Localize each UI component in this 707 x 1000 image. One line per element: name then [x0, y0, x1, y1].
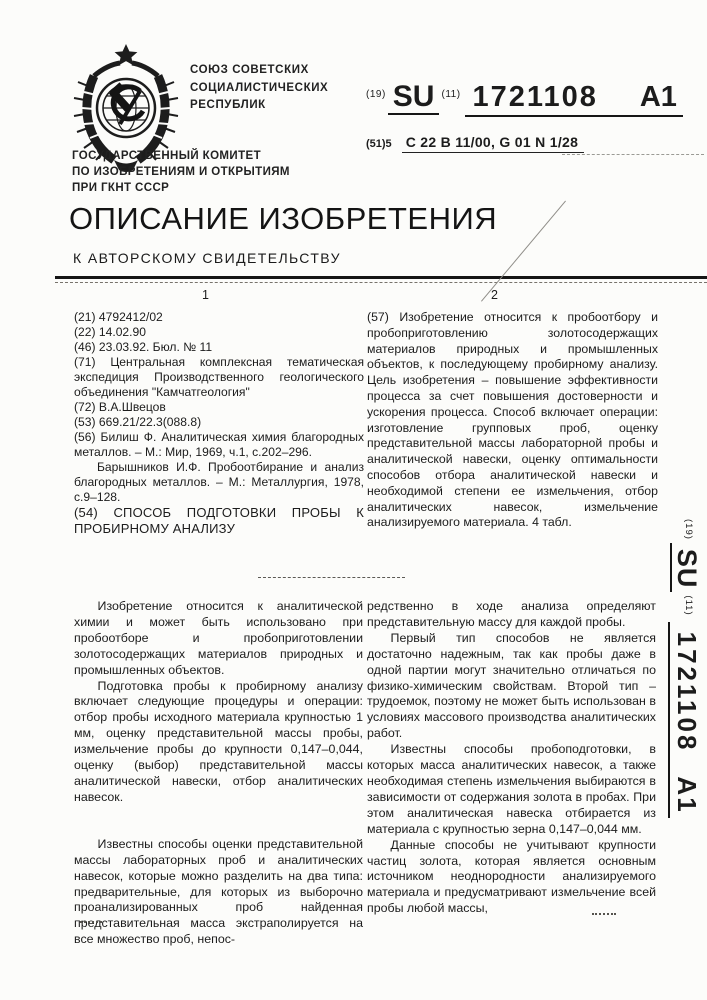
union-line: СОЦИАЛИСТИЧЕСКИХ — [190, 81, 329, 94]
header-rule — [55, 276, 707, 279]
bib-item: (56) Билиш Ф. Аналитическая химия благородных металлов. – М.: Мир, 1969, ч.1, с.202–296. — [74, 430, 364, 459]
union-line: СОЮЗ СОВЕТСКИХ — [190, 64, 309, 76]
kind-code: A1 — [639, 81, 677, 113]
column-number-2: 2 — [491, 288, 498, 302]
bib-item: (53) 669.21/22.3(088.8) — [74, 415, 202, 429]
body-paragraph: Первый тип способов не является достаточно надежным, так как пробы даже в одной партии могут значительно отличаться по физико-химическим свойствам. Второй тип – трудоемок, поэтому не может быть использован в условиях массового производства аналитических работ. — [367, 630, 656, 741]
body-paragraph: Известны способы пробоподготовки, в которых масса аналитических навесок, а также необходимая степень измельчения выбираются в зависимости от содержания золота в пробах. При этом аналитическая навеска отбирается из материала с крупностью зерна 0,147–0,044 мм. — [367, 742, 656, 836]
body-paragraph: Известны способы оценки представительной массы лабораторных проб и аналитических навесок, которые можно разделить на два типа: предварительные, для которых из выборочно проанализированных проб найденная представительная масса экстраполируется на все множество проб, непос- — [74, 836, 363, 947]
scan-artifact-dash-right — [592, 913, 616, 915]
body-paragraph: Данные способы не учитывают крупности частиц золота, которая является основным источником неоднородности анализируемого материала и предусматривают измельчение всей пробы любой массы, — [367, 837, 656, 916]
body-column-left — [74, 599, 363, 948]
bib-item: (72) В.А.Швецов — [74, 400, 166, 414]
bib-item: (21) 4792412/02 — [74, 310, 163, 324]
page-title: ОПИСАНИЕ ИЗОБРЕТЕНИЯ — [69, 201, 498, 236]
ipc-label: (51)5 — [366, 138, 392, 150]
code-11-label: (11) — [441, 89, 461, 100]
vertical-document-id — [668, 519, 702, 818]
invention-title-54: (54) СПОСОБ ПОДГОТОВКИ ПРОБЫ К ПРОБИРНОМУ АНАЛИЗУ — [74, 505, 364, 536]
abstract-code: (57) — [367, 310, 389, 324]
publication-number: 1721108 — [672, 631, 702, 753]
bib-item: (71) Центральная комплексная тематическая экспедиция Производственного геологического объединения "Камчатгеология" — [74, 355, 364, 399]
ipc-value: C 22 B 11/00, G 01 N 1/28 — [402, 134, 585, 153]
publication-number-group — [668, 622, 702, 818]
scan-artifact-dash-left — [80, 921, 102, 923]
code-19-label: (19) — [366, 89, 386, 100]
bib-item: (22) 14.02.90 — [74, 325, 146, 339]
union-line: РЕСПУБЛИК — [190, 99, 266, 111]
document-number — [366, 80, 683, 117]
committee-line: ПРИ ГКНТ СССР — [72, 182, 170, 194]
bib-item: Барышников И.Ф. Пробоотбирание и анализ благородных металлов. – М.: Металлургия, 1978, с.9–128. — [74, 460, 364, 504]
body-paragraph: Изобретение относится к аналитической химии и может быть использовано при пробоотборе и пробоприготовлении золотосодержащих материалов природных и промышленных объектов. — [74, 599, 363, 677]
abstract-57 — [367, 310, 658, 531]
committee-line: ГОСУДАРСТВЕННЫЙ КОМИТЕТ — [72, 150, 261, 162]
header-rule-dashed — [55, 282, 707, 283]
publication-number-group — [465, 81, 683, 117]
body-column-right — [367, 599, 656, 917]
code-19-label: (19) — [683, 519, 694, 540]
body-paragraph: Подготовка пробы к пробирному анализу включает следующие процедуры и операции: отбор пробы исходного материала крупностью 1 мм, оценку представительной массы пробы, измельчение пробы до крупности 0,147–0,044, оценку (выбор) представительной массы аналитической навески, отбор аналитических навесок. — [74, 678, 363, 804]
page-subtitle: К АВТОРСКОМУ СВИДЕТЕЛЬСТВУ — [73, 250, 341, 266]
ipc-underline-extension — [562, 154, 704, 155]
abstract-text: Изобретение относится к пробоотбору и пробоприготовлению золотосодержащих материалов природных и промышленных объектов, к последующему пробирному анализу. Цель изобретения – повышение эффективности процесса за счет повышения достоверности и ускорения процесса. Способ включает операции: изготовление групповых проб, оценку представительной массы лабораторной пробы и аналитической навески, оценку оптимальности способов отбора аналитической навески и необходимой степени ее измельчения, отбор аналитических навесок, измельчение анализируемого материала. 4 табл. — [367, 310, 658, 530]
section-divider — [258, 577, 405, 578]
publication-number: 1721108 — [472, 81, 598, 113]
committee-name — [72, 148, 290, 196]
body-paragraph: редственно в ходе анализа определяют представительную массу для каждой пробы. — [367, 599, 656, 629]
country-code: SU — [670, 543, 702, 593]
kind-code: A1 — [672, 776, 702, 814]
committee-line: ПО ИЗОБРЕТЕНИЯМ И ОТКРЫТИЯМ — [72, 166, 290, 178]
ipc-classification — [366, 134, 584, 152]
country-code: SU — [388, 80, 440, 115]
column-number-1: 1 — [202, 288, 209, 302]
bibliographic-data — [74, 310, 364, 537]
bib-item: (46) 23.03.92. Бюл. № 11 — [74, 340, 213, 354]
code-11-label: (11) — [683, 595, 694, 616]
union-name — [190, 62, 328, 115]
